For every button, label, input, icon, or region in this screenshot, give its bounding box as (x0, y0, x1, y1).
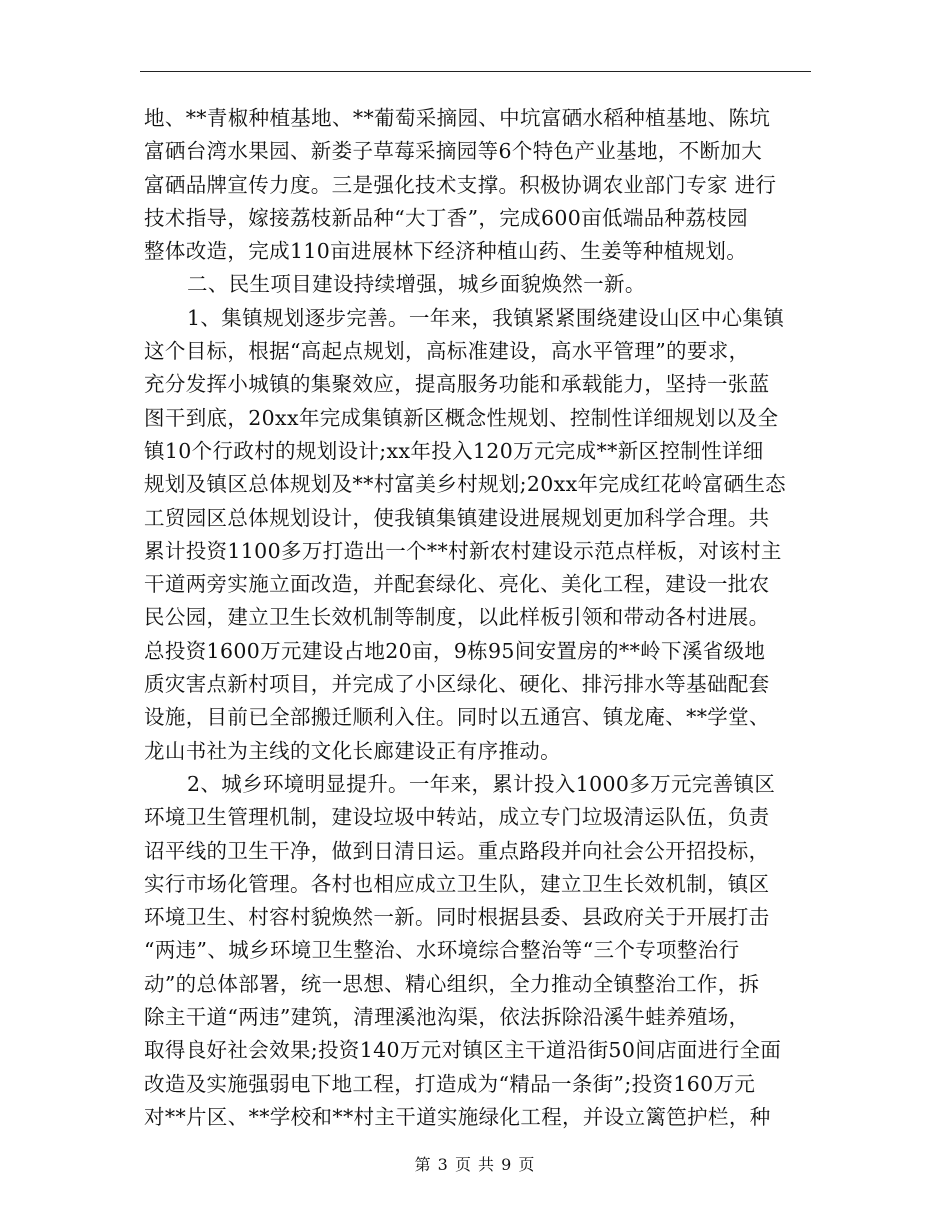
text-line: 除主干道“两违”建筑，清理溪池沟渠，依法拆除沿溪牛蛙养殖场， (144, 1005, 750, 1030)
text-line: 改造及实施强弱电下地工程，打造成为“精品一条街”;投资160万元 (144, 1071, 756, 1096)
text-line: 整体改造，完成110亩进展林下经济种植山药、生姜等种植规划。 (144, 239, 748, 264)
text-line: 干道两旁实施立面改造，并配套绿化、亮化、美化工程，建设一批农 (144, 572, 770, 597)
text-line: 质灾害点新村项目，并完成了小区绿化、硬化、排污排水等基础配套 (144, 672, 770, 697)
page-number: 第 3 页 共 9 页 (414, 1155, 536, 1174)
text-line: 工贸园区总体规划设计，使我镇集镇建设进展规划更加科学合理。共 (144, 505, 770, 530)
text-line: 这个目标，根据“高起点规划，高标准建设，高水平管理”的要求， (144, 339, 750, 364)
header-rule (140, 71, 811, 72)
text-line: 富硒品牌宣传力度。三是强化技术支撑。积极协调农业部门专家 进行 (144, 172, 777, 197)
text-line: 龙山书社为主线的文化长廊建设正有序推动。 (144, 738, 561, 763)
text-line: 取得良好社会效果;投资140万元对镇区主干道沿街50间店面进行全面 (144, 1038, 782, 1063)
text-line: 规划及镇区总体规划及**村富美乡村规划;20xx年完成红花岭富硒生态 (144, 472, 787, 497)
text-line: 充分发挥小城镇的集聚效应，提高服务功能和承载能力，坚持一张蓝 (144, 372, 770, 397)
text-line: 镇10个行政村的规划设计;xx年投入120万元完成**新区控制性详细 (144, 438, 764, 463)
text-line: 2、城乡环境明显提升。一年来，累计投入1000多万元完善镇区 (187, 771, 776, 796)
text-line: 实行市场化管理。各村也相应成立卫生队，建立卫生长效机制，镇区 (144, 871, 770, 896)
text-line: 诏平线的卫生干净，做到日清日运。重点路段并向社会公开招投标， (144, 838, 770, 863)
text-line: “两违”、城乡环境卫生整治、水环境综合整治等“三个专项整治行 (144, 938, 740, 963)
text-line: 累计投资1100多万打造出一个**村新农村建设示范点样板，对该村主 (144, 538, 782, 563)
document-body (144, 102, 809, 1134)
text-line: 技术指导，嫁接荔枝新品种“大丁香”，完成600亩低端品种荔枝园 (144, 205, 748, 230)
text-line: 对**片区、**学校和**村主干道实施绿化工程，并设立篱笆护栏，种 (144, 1104, 771, 1129)
text-line: 图干到底，20xx年完成集镇新区概念性规划、控制性详细规划以及全 (144, 405, 779, 430)
text-line: 地、**青椒种植基地、**葡萄采摘园、中坑富硒水稻种植基地、陈坑 (144, 106, 771, 130)
text-line: 设施，目前已全部搬迁顺利入住。同时以五通宫、镇龙庵、**学堂、 (144, 705, 770, 730)
text-line: 环境卫生管理机制，建设垃圾中转站，成立专门垃圾清运队伍，负责 (144, 805, 770, 830)
text-line: 富硒台湾水果园、新娄子草莓采摘园等6个特色产业基地，不断加大 (144, 139, 763, 164)
text-line: 动”的总体部署，统一思想、精心组织，全力推动全镇整治工作，拆 (144, 971, 760, 996)
text-line: 1、集镇规划逐步完善。一年来，我镇紧紧围绕建设山区中心集镇 (187, 305, 785, 330)
text-line: 民公园，建立卫生长效机制等制度，以此样板引领和带动各村进展。 (144, 605, 770, 630)
text-line: 总投资1600万元建设占地20亩，9栋95间安置房的**岭下溪省级地 (144, 638, 766, 663)
text-line: 环境卫生、村容村貌焕然一新。同时根据县委、县政府关于开展打击 (144, 905, 770, 930)
text-line: 二、民生项目建设持续增强，城乡面貌焕然一新。 (187, 272, 646, 297)
